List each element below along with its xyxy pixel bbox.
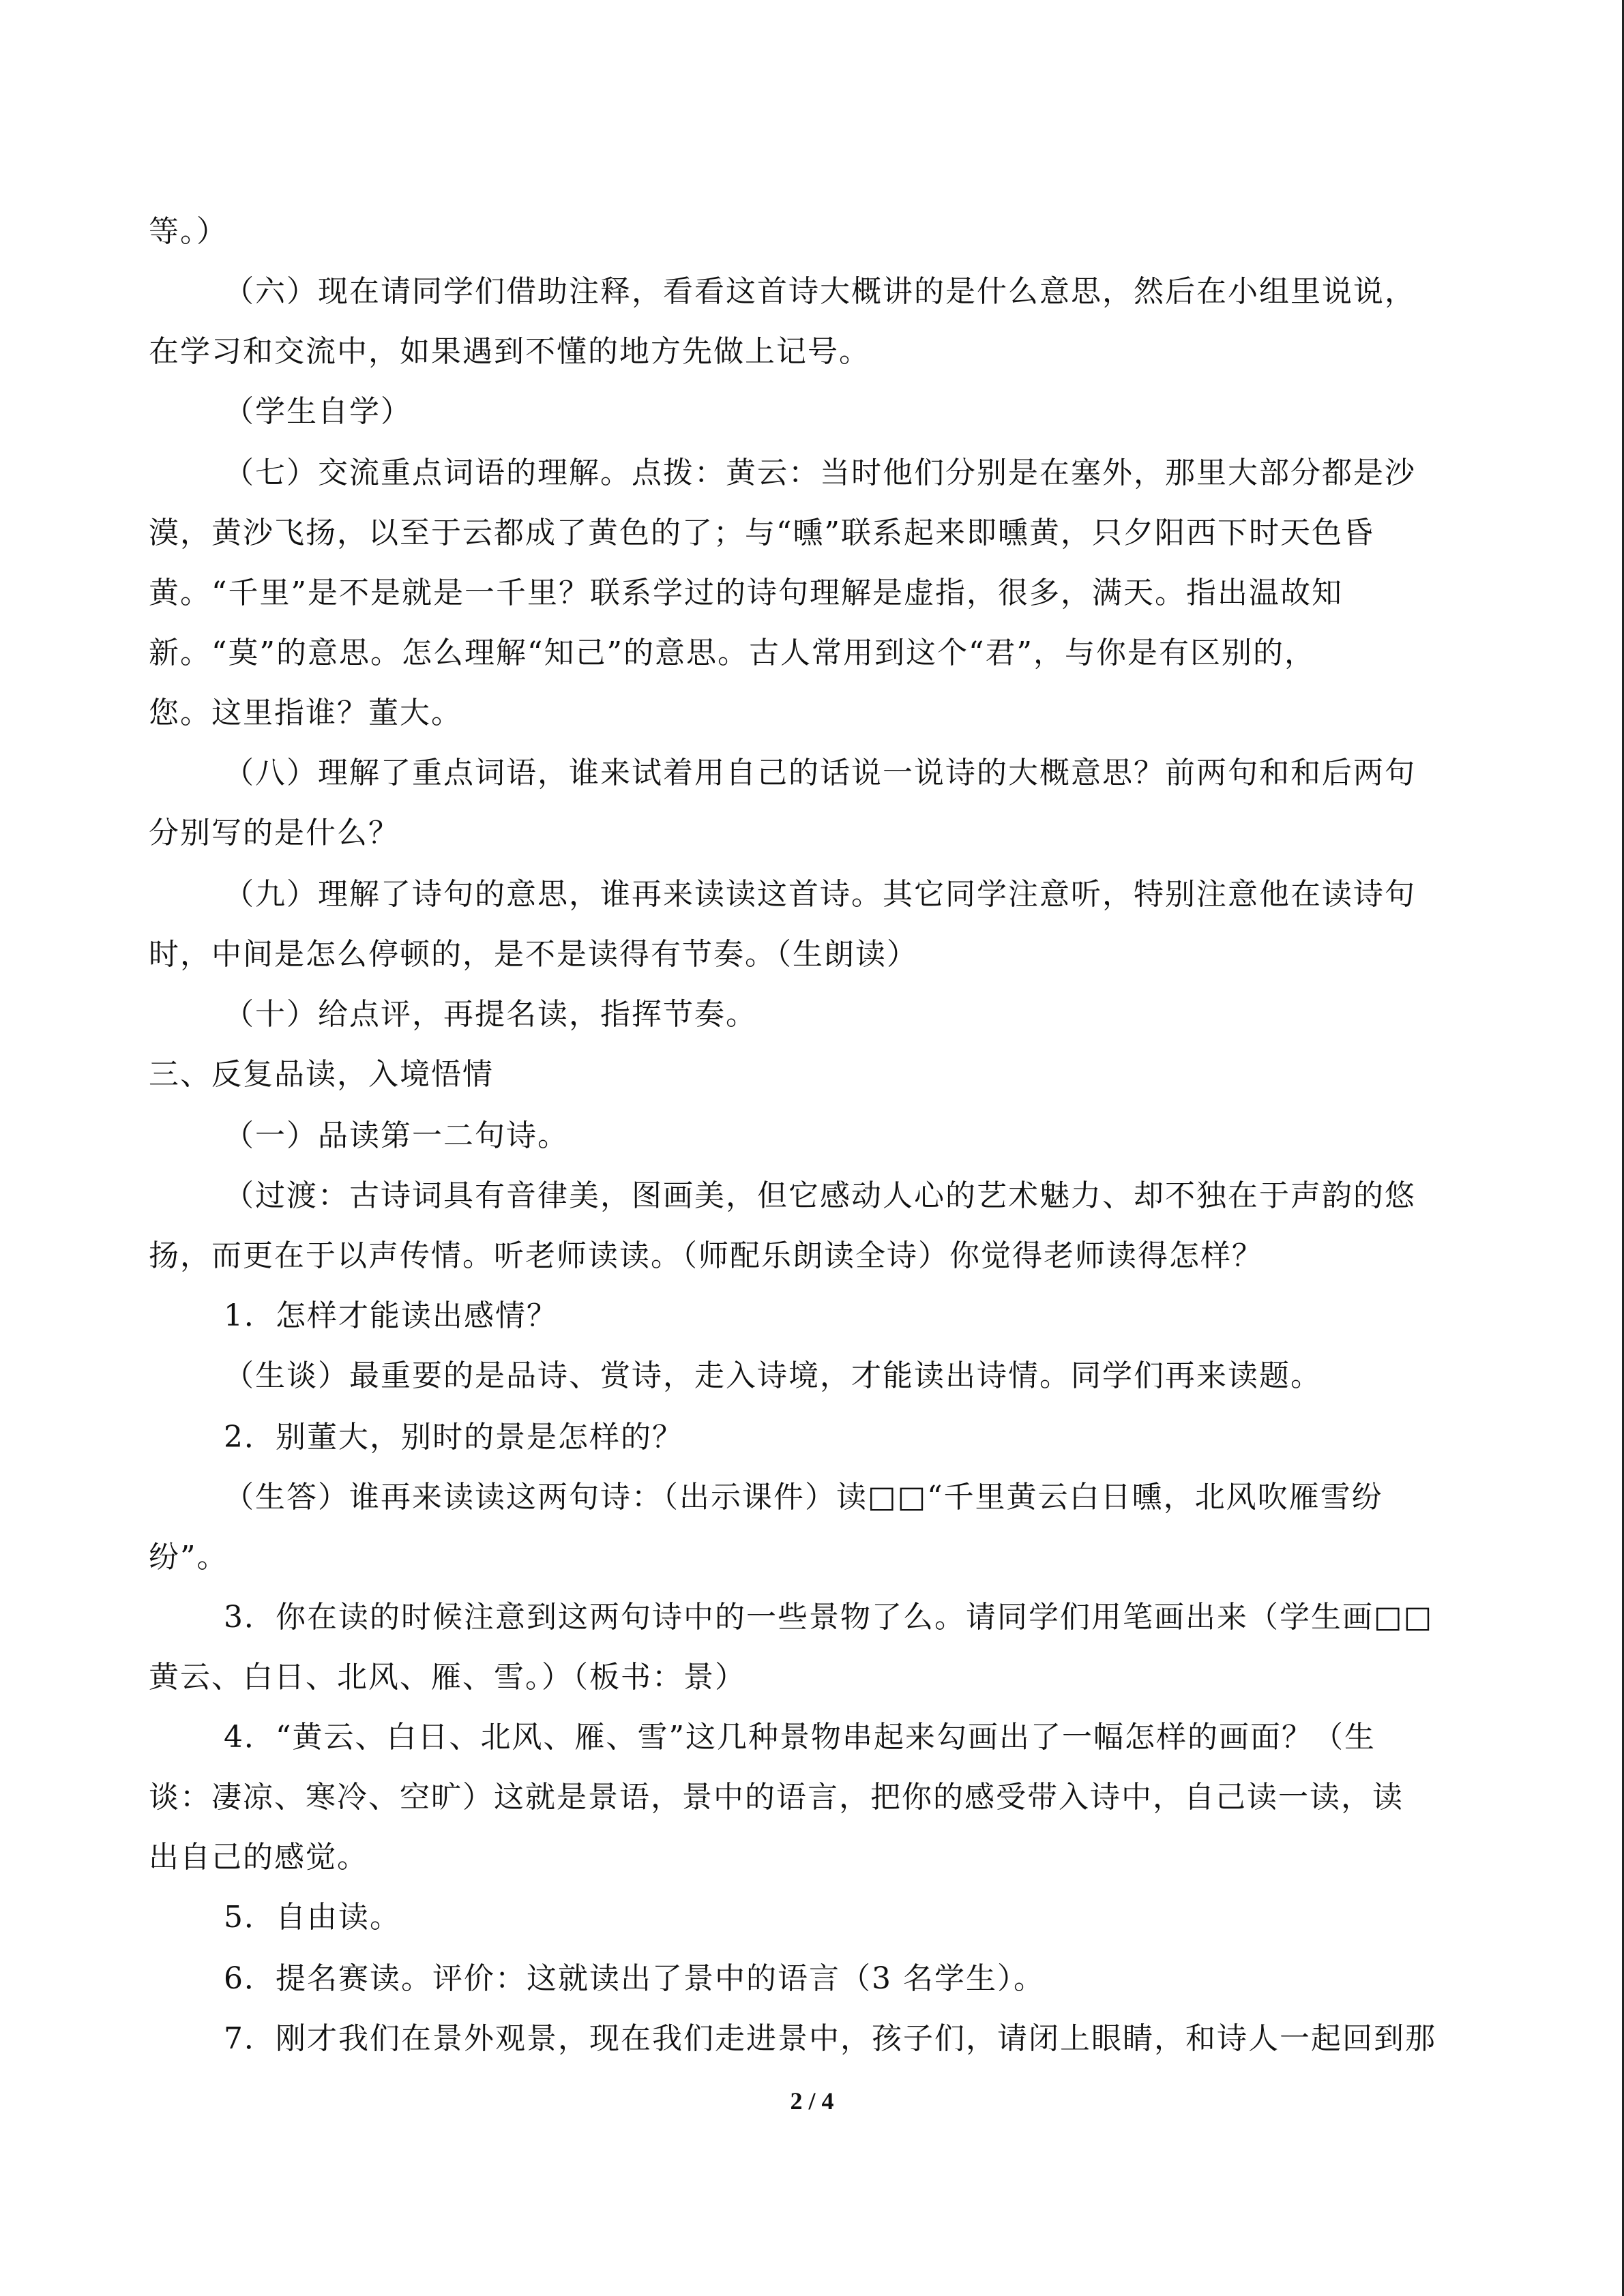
text-line: 扬，而更在于以声传情。听老师读读。（师配乐朗读全诗）你觉得老师读得怎样？ — [149, 1238, 1263, 1273]
text-line: 5．自由读。 — [224, 1900, 401, 1935]
text-line: 漠，黄沙飞扬，以至于云都成了黄色的了；与“曛”联系起来即曛黄，只夕阳西下时天色昏 — [149, 516, 1374, 550]
text-line: 纷”。 — [149, 1540, 228, 1575]
text-line: 4．“黄云、白日、北风、雁、雪”这几种景物串起来勾画出了一幅怎样的画面？（生 — [224, 1720, 1376, 1755]
text-line: 您。这里指谁？董大。 — [149, 696, 462, 730]
text-line: 出自己的感觉。 — [149, 1840, 368, 1875]
text-line: 新。“莫”的意思。怎么理解“知己”的意思。古人常用到这个“君”，与你是有区别的， — [149, 636, 1316, 670]
text-line: 2．别董大，别时的景是怎样的？ — [224, 1420, 683, 1455]
text-line: （一）品读第一二句诗。 — [224, 1118, 569, 1153]
text-line: 黄云、白日、北风、雁、雪。）（板书：景） — [149, 1660, 746, 1695]
text-line: 黄。“千里”是不是就是一千里？联系学过的诗句理解是虚指，很多，满天。指出温故知 — [149, 576, 1343, 610]
text-line: 6．提名赛读。评价：这就读出了景中的语言（3 名学生）。 — [224, 1961, 1045, 1996]
page-number: 2 / 4 — [790, 2087, 834, 2115]
text-line: 等。） — [149, 214, 228, 249]
text-line: 1．怎样才能读出感情？ — [224, 1298, 558, 1333]
text-line: （生答）谁再来读读这两句诗：（出示课件）读□□“千里黄云白日曛，北风吹雁雪纷 — [224, 1480, 1383, 1515]
text-line: 谈：凄凉、寒冷、空旷）这就是景语，景中的语言，把你的感受带入诗中，自己读一读，读 — [149, 1780, 1404, 1815]
text-line: 3．你在读的时候注意到这两句诗中的一些景物了么。请同学们用笔画出来（学生画□□ — [224, 1600, 1434, 1635]
text-line: 7．刚才我们在景外观景，现在我们走进景中，孩子们，请闭上眼睛，和诗人一起回到那 — [224, 2021, 1436, 2056]
text-line: （生谈）最重要的是品诗、赏诗，走入诗境，才能读出诗情。同学们再来读题。 — [224, 1358, 1322, 1393]
text-line: （学生自学） — [224, 394, 412, 429]
section-heading: 三、反复品读，入境悟情 — [149, 1057, 494, 1092]
text-line: 分别写的是什么？ — [149, 816, 400, 850]
text-line: （七）交流重点词语的理解。点拨：黄云：当时他们分别是在塞外，那里大部分都是沙 — [224, 456, 1416, 490]
text-line: （六）现在请同学们借助注释，看看这首诗大概讲的是什么意思，然后在小组里说说， — [224, 274, 1416, 309]
text-line: 在学习和交流中，如果遇到不懂的地方先做上记号。 — [149, 334, 870, 369]
text-line: （八）理解了重点词语，谁来试着用自己的话说一说诗的大概意思？前两句和和后两句 — [224, 756, 1416, 790]
text-line: （九）理解了诗句的意思，谁再来读读这首诗。其它同学注意听，特别注意他在读诗句 — [224, 877, 1416, 912]
text-line: 时，中间是怎么停顿的，是不是读得有节奏。（生朗读） — [149, 937, 918, 972]
text-line: （过渡：古诗词具有音律美，图画美，但它感动人心的艺术魅力、却不独在于声韵的悠 — [224, 1178, 1416, 1213]
text-line: （十）给点评，再提名读，指挥节奏。 — [224, 997, 757, 1032]
